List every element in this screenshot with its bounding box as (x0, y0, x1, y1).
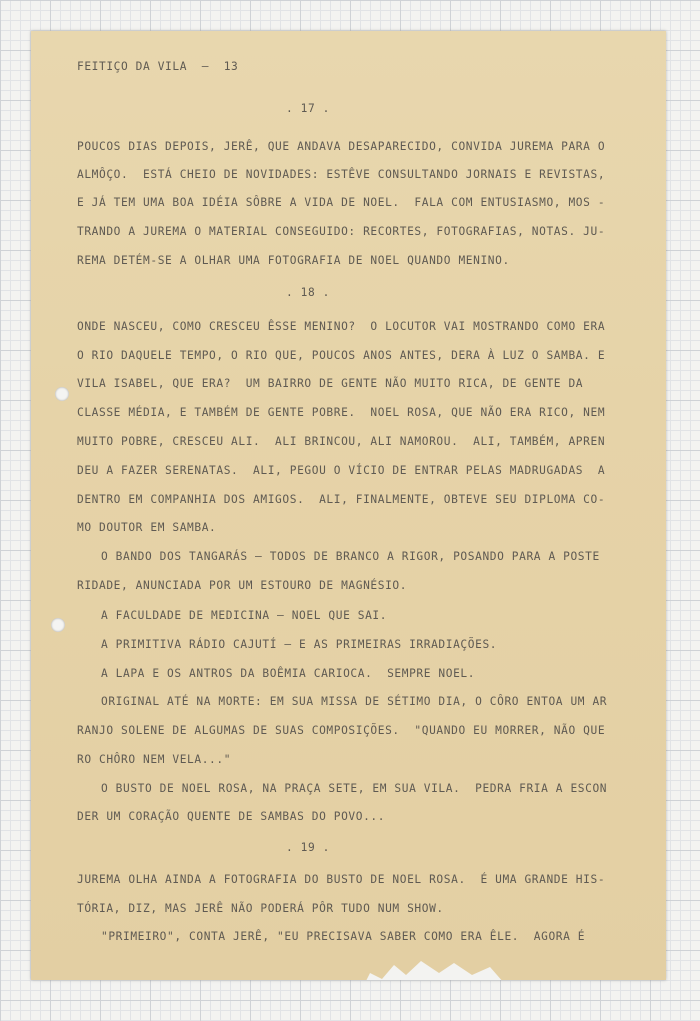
text-line: RO CHÔRO NEM VELA..." (77, 753, 232, 766)
text-line: RIDADE, ANUNCIADA POR UM ESTOURO DE MAGNÉSIO. (77, 579, 408, 592)
text-line: TÓRIA, DIZ, MAS JERÊ NÃO PODERÁ PÔR TUDO NUM SHOW. (77, 902, 444, 915)
text-line: A FACULDADE DE MEDICINA — NOEL QUE SAI. (101, 609, 388, 622)
punch-hole-top (55, 387, 69, 401)
text-line: O RIO DAQUELE TEMPO, O RIO QUE, POUCOS ANOS ANTES, DERA À LUZ O SAMBA. E (77, 349, 606, 362)
text-line: MO DOUTOR EM SAMBA. (77, 521, 217, 534)
torn-edge (361, 951, 511, 980)
text-line: DENTRO EM COMPANHIA DOS AMIGOS. ALI, FINALMENTE, OBTEVE SEU DIPLOMA CO- (77, 493, 606, 506)
scene-number: . 17 . (286, 102, 331, 115)
text-line: TRANDO A JUREMA O MATERIAL CONSEGUIDO: RECORTES, FOTOGRAFIAS, NOTAS. JU- (77, 225, 606, 238)
text-line: A LAPA E OS ANTROS DA BOÊMIA CARIOCA. SEMPRE NOEL. (101, 667, 476, 680)
text-line: DER UM CORAÇÃO QUENTE DE SAMBAS DO POVO... (77, 810, 386, 823)
text-line: A PRIMITIVA RÁDIO CAJUTÍ — E AS PRIMEIRAS IRRADIAÇÕES. (101, 638, 498, 651)
text-line: CLASSE MÉDIA, E TAMBÉM DE GENTE POBRE. NOEL ROSA, QUE NÃO ERA RICO, NEM (77, 406, 606, 419)
text-line: ORIGINAL ATÉ NA MORTE: EM SUA MISSA DE SÉTIMO DIA, O CÔRO ENTOA UM AR (101, 695, 608, 708)
text-line: O BUSTO DE NOEL ROSA, NA PRAÇA SETE, EM SUA VILA. PEDRA FRIA A ESCON (101, 782, 608, 795)
scene-number: . 18 . (286, 286, 331, 299)
text-line: MUITO POBRE, CRESCEU ALI. ALI BRINCOU, ALI NAMOROU. ALI, TAMBÉM, APREN (77, 435, 606, 448)
text-line: O BANDO DOS TANGARÁS — TODOS DE BRANCO A RIGOR, POSANDO PARA A POSTE (101, 550, 600, 563)
page-header: FEITIÇO DA VILA — 13 (77, 60, 239, 73)
punch-hole-bottom (51, 618, 65, 632)
text-line: ALMÔÇO. ESTÁ CHEIO DE NOVIDADES: ESTÊVE CONSULTANDO JORNAIS E REVISTAS, (77, 168, 606, 181)
text-line: ONDE NASCEU, COMO CRESCEU ÊSSE MENINO? O LOCUTOR VAI MOSTRANDO COMO ERA (77, 320, 606, 333)
text-line: E JÁ TEM UMA BOA IDÉIA SÔBRE A VIDA DE NOEL. FALA COM ENTUSIASMO, MOS - (77, 196, 606, 209)
text-line: "PRIMEIRO", CONTA JERÊ, "EU PRECISAVA SABER COMO ERA ÊLE. AGORA É (101, 930, 586, 943)
scene-number: . 19 . (286, 841, 331, 854)
text-line: POUCOS DIAS DEPOIS, JERÊ, QUE ANDAVA DESAPARECIDO, CONVIDA JUREMA PARA O (77, 140, 606, 153)
text-line: RANJO SOLENE DE ALGUMAS DE SUAS COMPOSIÇÕES. "QUANDO EU MORRER, NÃO QUE (77, 724, 606, 737)
text-line: JUREMA OLHA AINDA A FOTOGRAFIA DO BUSTO DE NOEL ROSA. É UMA GRANDE HIS- (77, 873, 606, 886)
text-line: DEU A FAZER SERENATAS. ALI, PEGOU O VÍCIO DE ENTRAR PELAS MADRUGADAS A (77, 464, 606, 477)
text-line: REMA DETÉM-SE A OLHAR UMA FOTOGRAFIA DE NOEL QUANDO MENINO. (77, 254, 510, 267)
typewritten-page (31, 31, 666, 980)
text-line: VILA ISABEL, QUE ERA? UM BAIRRO DE GENTE NÃO MUITO RICA, DE GENTE DA (77, 377, 584, 390)
